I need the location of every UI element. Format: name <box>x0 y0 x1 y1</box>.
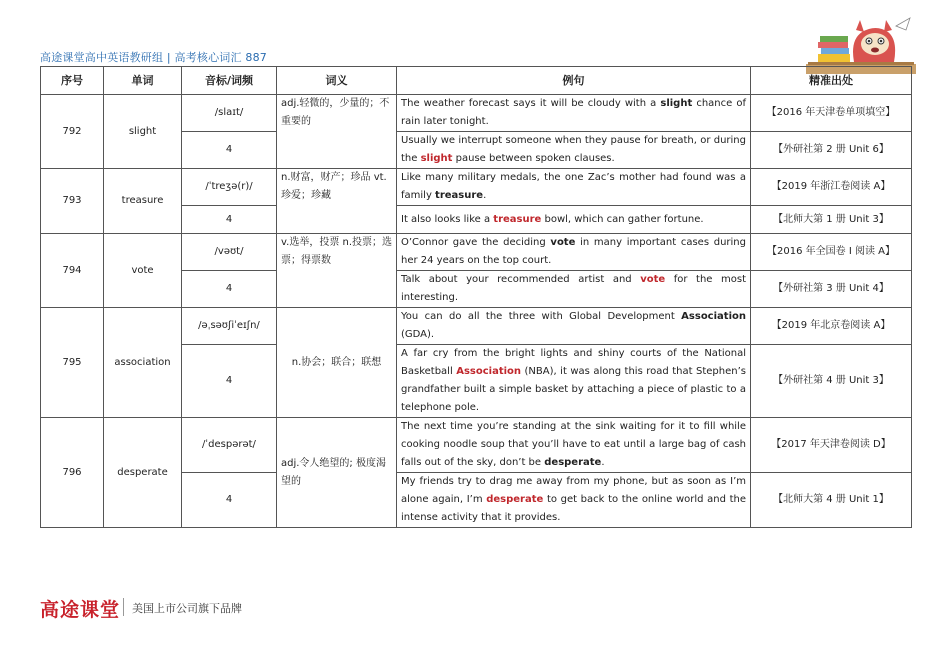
example-keyword: desperate <box>486 494 544 505</box>
entry-phonetic: /vəʊt/ <box>182 234 277 271</box>
example-sentence: My friends try to drag me away from my phone, but as soon as I’m alone again, I’m desperate to get back to the online world and the intense activity that it provides. <box>397 473 751 528</box>
example-source: 【外研社第 3 册 Unit 4】 <box>751 271 912 308</box>
example-source: 【外研社第 4 册 Unit 3】 <box>751 345 912 418</box>
entry-word: treasure <box>104 169 182 234</box>
column-header-number: 序号 <box>41 67 104 95</box>
entry-number: 793 <box>41 169 104 234</box>
entry-frequency: 4 <box>182 345 277 418</box>
entry-word: vote <box>104 234 182 308</box>
example-sentence: It also looks like a treasure bowl, which can gather fortune. <box>397 206 751 234</box>
table-row <box>41 95 912 132</box>
example-sentence: O’Connor gave the deciding vote in many important cases during her 24 years on the top court. <box>397 234 751 271</box>
example-source: 【北师大第 4 册 Unit 1】 <box>751 473 912 528</box>
footer-divider <box>123 598 124 616</box>
entry-number: 792 <box>41 95 104 169</box>
table-row <box>41 234 912 271</box>
example-keyword: Association <box>456 366 522 377</box>
example-keyword: vote <box>550 237 576 248</box>
column-header-source: 精准出处 <box>751 67 912 95</box>
entry-meaning: adj.轻微的，少量的；不重要的 <box>277 95 397 169</box>
example-sentence: The weather forecast says it will be cloudy with a slight chance of rain later tonight. <box>397 95 751 132</box>
table-header-row <box>41 67 912 95</box>
entry-word: desperate <box>104 418 182 528</box>
example-keyword: treasure <box>493 213 542 225</box>
entry-phonetic: /ˈdespərət/ <box>182 418 277 473</box>
table-row <box>41 169 912 206</box>
example-source: 【2019 年北京卷阅读 A】 <box>751 308 912 345</box>
example-source: 【2017 年天津卷阅读 D】 <box>751 418 912 473</box>
entry-frequency: 4 <box>182 271 277 308</box>
example-keyword: treasure <box>435 190 484 201</box>
example-source: 【2016 年全国卷 I 阅读 A】 <box>751 234 912 271</box>
example-sentence: Like many military medals, the one Zac’s mother had found was a family treasure. <box>397 169 751 206</box>
entry-number: 794 <box>41 234 104 308</box>
example-source: 【2016 年天津卷单项填空】 <box>751 95 912 132</box>
entry-frequency: 4 <box>182 132 277 169</box>
entry-word: association <box>104 308 182 418</box>
entry-meaning: n.协会；联合；联想 <box>277 308 397 418</box>
entry-frequency: 4 <box>182 206 277 234</box>
entry-number: 795 <box>41 308 104 418</box>
page-header-title: 高途课堂高中英语教研组 | 高考核心词汇 887 <box>40 51 267 64</box>
example-sentence: You can do all the three with Global Development Association (GDA). <box>397 308 751 345</box>
column-header-meaning: 词义 <box>277 67 397 95</box>
example-keyword: slight <box>420 153 453 164</box>
example-source: 【2019 年浙江卷阅读 A】 <box>751 169 912 206</box>
example-source: 【外研社第 2 册 Unit 6】 <box>751 132 912 169</box>
entry-phonetic: /ˈtreʒə(r)/ <box>182 169 277 206</box>
entry-number: 796 <box>41 418 104 528</box>
entry-meaning: n.财富，财产；珍品 vt.珍爱；珍藏 <box>277 169 397 234</box>
example-sentence: Usually we interrupt someone when they pause for breath, or during the slight pause between spoken clauses. <box>397 132 751 169</box>
brand-tagline: 美国上市公司旗下品牌 <box>132 602 242 615</box>
table-row <box>41 418 912 473</box>
column-header-example: 例句 <box>397 67 751 95</box>
example-sentence: Talk about your recommended artist and vote for the most interesting. <box>397 271 751 308</box>
brand-logo: 高途课堂 <box>40 599 121 621</box>
entry-phonetic: /slaɪt/ <box>182 95 277 132</box>
example-sentence: A far cry from the bright lights and shiny courts of the National Basketball Association (NBA), it was along this road that Stephen’s grandfather built a simple basket by attaching a piece of plastic to a telephone pole. <box>397 345 751 418</box>
entry-frequency: 4 <box>182 473 277 528</box>
example-keyword: vote <box>640 274 666 285</box>
table-row <box>41 308 912 345</box>
column-header-phonetic-frequency: 音标/词频 <box>182 67 277 95</box>
example-keyword: slight <box>660 98 693 109</box>
entry-meaning: v.选举，投票 n.投票；选票；得票数 <box>277 234 397 308</box>
column-header-word: 单词 <box>104 67 182 95</box>
mascot-illustration <box>806 6 916 74</box>
entry-phonetic: /əˌsəʊʃiˈeɪʃn/ <box>182 308 277 345</box>
example-sentence: The next time you’re standing at the sink waiting for it to fill while cooking noodle soup that you’ll have to eat until a large bag of cash falls out of the sky, don’t be desperate. <box>397 418 751 473</box>
example-keyword: desperate <box>544 457 602 468</box>
example-keyword: Association <box>681 311 746 322</box>
entry-word: slight <box>104 95 182 169</box>
entry-meaning: adj.令人绝望的; 极度渴望的 <box>277 418 397 528</box>
vocabulary-table <box>40 66 912 528</box>
example-source: 【北师大第 1 册 Unit 3】 <box>751 206 912 234</box>
